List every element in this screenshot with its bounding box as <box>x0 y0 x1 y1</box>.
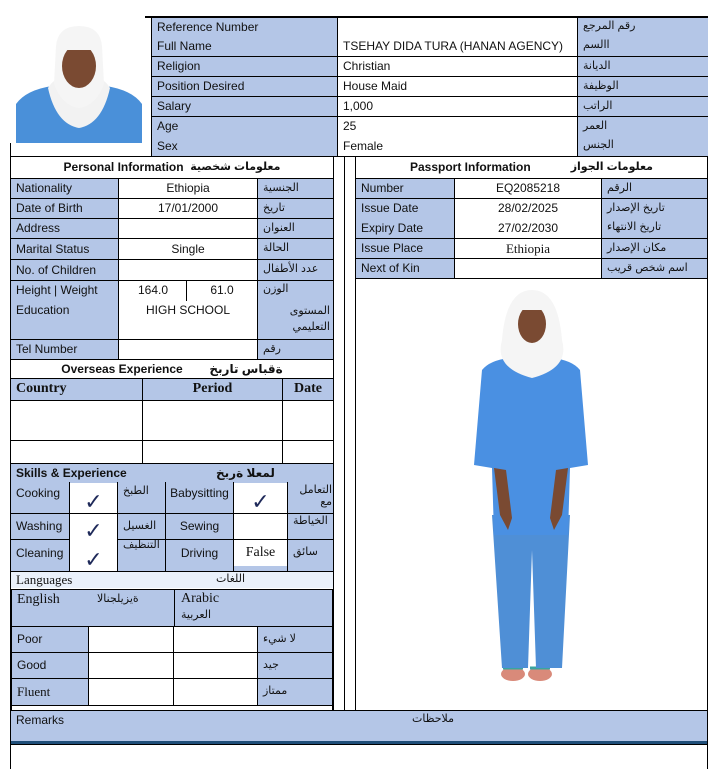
overseas-row-2-period <box>143 441 282 463</box>
header-label-full-name: Full Name <box>152 36 337 56</box>
personal-info-title <box>11 157 333 178</box>
passport-label-ar-next-of-kin: اسم شخص قريب <box>602 259 707 278</box>
header-value-salary: 1,000 <box>338 96 577 116</box>
lang-level-good-ar: جيد <box>258 653 332 678</box>
header-value-age: 25 <box>338 116 577 136</box>
lang-arabic: Arabic <box>181 591 220 607</box>
header-value-religion: Christian <box>338 56 577 76</box>
skill-label-ar-washing: الغسيل <box>123 519 157 532</box>
header-label-reference-number: Reference Number <box>152 18 337 36</box>
passport-label-ar-issue-date: تاريخ الإصدار <box>602 199 707 218</box>
personal-label-height-weight: Height | Weight <box>16 283 98 298</box>
personal-value-address <box>119 219 257 238</box>
header-label-ar-position: الوظيفة <box>578 76 708 96</box>
passport-value-number: EQ2085218 <box>455 179 601 198</box>
overseas-row-1-country <box>11 401 142 440</box>
lang-level-fluent: Fluent <box>12 679 88 705</box>
passport-info-title-ar: معلومات الجواز <box>570 160 653 173</box>
overseas-row-2-date <box>283 441 333 463</box>
overseas-row-1-period <box>143 401 282 440</box>
overseas-row-2-country <box>11 441 142 463</box>
personal-label-address: Address <box>11 219 118 238</box>
skill-label-cleaning: Cleaning <box>16 545 64 560</box>
skill-check-cleaning[interactable]: ✓ <box>70 542 117 571</box>
passport-label-number: Number <box>356 179 454 198</box>
personal-label-dob: Date of Birth <box>11 199 118 218</box>
skill-label-ar-cooking: الطبخ <box>123 485 149 497</box>
personal-label-ar-children: عدد الأطفال <box>258 260 333 280</box>
personal-value-tel <box>119 340 257 359</box>
skill-label-babysitting: Babysitting <box>170 486 229 500</box>
remarks-label-ar: ملاحظات <box>412 713 454 726</box>
skill-label-ar-sewing: الخياطة <box>293 515 328 527</box>
overseas-col-period: Period <box>143 379 282 400</box>
lang-english: English <box>17 591 60 607</box>
overseas-title <box>11 360 333 378</box>
personal-value-height: 164.0 <box>137 283 169 298</box>
lang-fluent-arabic[interactable] <box>174 679 257 705</box>
header-label-ar-reference-number: رقم المرجع <box>578 18 708 36</box>
passport-label-ar-issue-place: مكان الإصدار <box>602 239 707 258</box>
header-label-salary: Salary <box>152 96 337 116</box>
skill-label-washing: Washing <box>16 519 63 534</box>
skill-value-driving[interactable]: False <box>234 540 287 566</box>
personal-label-ar-dob: تاريخ <box>258 199 333 218</box>
skill-label-ar-driving: سائق <box>293 546 318 559</box>
lang-level-poor: Poor <box>12 627 88 652</box>
personal-label-ar-nationality: الجنسية <box>258 179 333 198</box>
header-label-sex: Sex <box>152 136 337 156</box>
passport-value-expiry-date: 27/02/2030 <box>455 218 601 238</box>
passport-value-issue-date: 28/02/2025 <box>455 199 601 218</box>
skill-check-washing[interactable]: ✓ <box>70 514 117 542</box>
personal-label-tel: Tel Number <box>11 340 118 359</box>
personal-label-nationality: Nationality <box>11 179 118 198</box>
skills-title: Skills & Experience <box>16 465 127 480</box>
skills-title-ar: لمعلا ةربخ <box>216 465 275 480</box>
overseas-col-date: Date <box>283 379 333 400</box>
skill-check-babysitting[interactable]: ✓ <box>234 483 287 513</box>
overseas-row-1-date <box>283 401 333 440</box>
remarks-value[interactable] <box>11 745 707 769</box>
portrait-photo-graphic <box>16 24 142 143</box>
lang-poor-english[interactable] <box>89 627 173 652</box>
lang-arabic-ar: العربية <box>181 608 212 621</box>
lang-level-poor-ar: لا شيء <box>258 627 332 652</box>
personal-value-dob: 17/01/2000 <box>119 199 257 218</box>
personal-label-marital: Marital Status <box>11 239 118 259</box>
header-label-position-desired: Position Desired <box>152 76 337 96</box>
header-value-position-desired: House Maid <box>338 76 577 96</box>
header-label-ar-salary: الراتب <box>578 96 708 116</box>
skill-label-driving: Driving <box>180 545 219 560</box>
personal-label-ar-tel: رقم <box>258 340 333 359</box>
passport-info-title-en: Passport Information <box>410 160 531 175</box>
personal-info-title-ar: معلومات شخصية <box>190 160 281 173</box>
lang-good-arabic[interactable] <box>174 653 257 678</box>
lang-level-good: Good <box>12 653 88 678</box>
skill-check-cooking[interactable]: ✓ <box>70 483 117 513</box>
passport-value-next-of-kin <box>455 259 601 278</box>
lang-poor-arabic[interactable] <box>174 627 257 652</box>
personal-value-weight: 61.0 <box>210 283 234 298</box>
personal-label-education: Education <box>16 303 70 318</box>
header-value-sex: Female <box>338 136 577 156</box>
passport-label-issue-place: Issue Place <box>356 239 454 258</box>
skill-label-cooking: Cooking <box>16 486 61 500</box>
full-body-photo-graphic <box>470 290 600 685</box>
languages-title: Languages <box>11 572 211 588</box>
passport-value-issue-place: Ethiopia <box>455 239 601 258</box>
overseas-col-country: Country <box>11 379 142 400</box>
lang-level-fluent-ar: ممتاز <box>258 679 332 705</box>
personal-label-children: No. of Children <box>11 260 118 280</box>
personal-label-ar-address: العنوان <box>258 219 333 238</box>
header-label-ar-age: العمر <box>578 116 708 136</box>
header-label-ar-religion: الديانة <box>578 56 708 76</box>
personal-info-title-en: Personal Information <box>63 160 184 175</box>
header-value-reference-number <box>338 18 577 36</box>
header-value-full-name: TSEHAY DIDA TURA (HANAN AGENCY) <box>338 36 577 56</box>
header-label-ar-full-name: االسم <box>578 36 708 56</box>
lang-english-ar: ةيزيلجنالا <box>97 593 139 606</box>
overseas-title-ar: ةقباس تاربخ <box>209 361 283 376</box>
passport-label-ar-expiry-date: تاريخ الانتهاء <box>602 218 707 238</box>
languages-title-ar: اللغات <box>211 572 333 588</box>
header-label-age: Age <box>152 116 337 136</box>
passport-info-title <box>356 157 707 178</box>
personal-value-children <box>119 260 257 280</box>
passport-label-expiry-date: Expiry Date <box>356 218 454 238</box>
personal-value-education: HIGH SCHOOL <box>145 303 230 318</box>
lang-fluent-english[interactable] <box>89 679 173 705</box>
skill-value-sewing[interactable] <box>234 514 287 539</box>
personal-value-nationality: Ethiopia <box>119 179 257 198</box>
overseas-title-en: Overseas Experience <box>61 361 183 376</box>
skill-label-ar-babysitting: التعامل مع <box>299 484 332 508</box>
skill-label-ar-cleaning: التنظيف <box>123 540 160 551</box>
passport-label-issue-date: Issue Date <box>356 199 454 218</box>
passport-label-next-of-kin: Next of Kin <box>356 259 454 278</box>
passport-label-ar-number: الرقم <box>602 179 707 198</box>
lang-good-english[interactable] <box>89 653 173 678</box>
personal-label-ar-education: المستوى التعليمي <box>289 305 330 333</box>
skill-label-sewing: Sewing <box>179 519 220 534</box>
personal-label-ar-weight: الوزن <box>263 283 289 296</box>
personal-label-ar-marital: الحالة <box>258 239 333 259</box>
full-body-photo <box>470 290 600 685</box>
personal-value-marital: Single <box>119 239 257 259</box>
header-label-ar-sex: الجنس <box>578 136 708 156</box>
header-label-religion: Religion <box>152 56 337 76</box>
remarks-label: Remarks <box>16 712 65 727</box>
portrait-photo <box>16 24 142 143</box>
